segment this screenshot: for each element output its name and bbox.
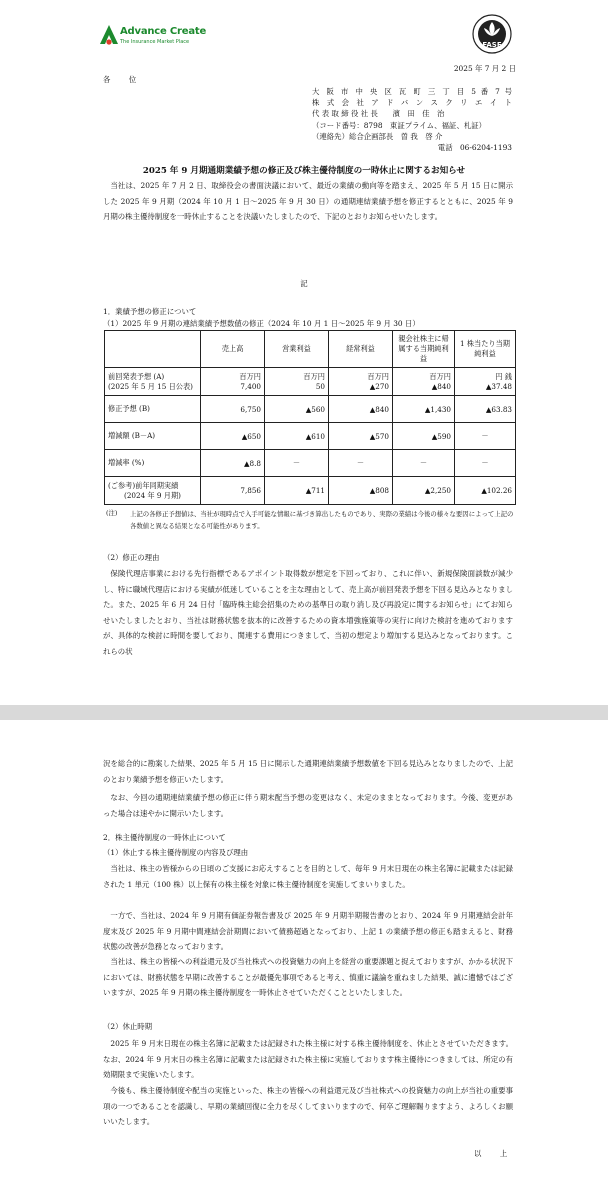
cell-value: － bbox=[455, 450, 516, 477]
table-header-blank bbox=[105, 331, 201, 368]
row-label bbox=[105, 368, 201, 396]
reason-paragraph-2: なお、今回の通期連結業績予想の修正に伴う期末配当予想の変更はなく、未定のままとなっております。今後、変更があった場合は速やかに開示いたします。 bbox=[103, 793, 513, 818]
table-row bbox=[105, 423, 516, 450]
cell-value: ▲590 bbox=[393, 423, 455, 450]
section1-sub1: （1）2025 年 9 月期の連結業績予想数値の修正（2024 年 10 月 1 日～2025 年 9 月 30 日） bbox=[103, 319, 420, 328]
logo-name: Advance Create bbox=[120, 26, 207, 37]
fasf-label: FASF bbox=[482, 41, 502, 49]
unit-label: 円 銭 bbox=[495, 371, 512, 381]
cell-value: ▲560 bbox=[265, 396, 329, 423]
cell-net bbox=[393, 368, 455, 396]
document-date: 2025 年 7 月 2 日 bbox=[453, 64, 516, 73]
row-label: 増減率 (%) bbox=[105, 450, 201, 477]
row-label-line1: (ご参考)前年同期実績 bbox=[108, 480, 179, 490]
sender-address: 大 阪 市 中 央 区 瓦 町 三 丁 目 5 番 7 号 bbox=[312, 87, 512, 96]
cell-value: 6,750 bbox=[201, 396, 265, 423]
cell-value: ▲102.26 bbox=[455, 477, 516, 505]
row-label-line2: (2025 年 5 月 15 日公表) bbox=[108, 381, 193, 391]
section2-sub1: （1）休止する株主優待制度の内容及び理由 bbox=[103, 848, 249, 857]
section1-heading: 1．業績予想の修正について bbox=[103, 307, 197, 316]
note-text: 上記の各修正予想値は、当社が現時点で入手可能な情報に基づき算出したものであり、実際の業績は今後の様々な要因によって上記の各数値と異なる結果となる可能性があります。 bbox=[130, 510, 514, 530]
unit-label: 百万円 bbox=[429, 371, 451, 381]
cell-operating bbox=[265, 368, 329, 396]
table-row bbox=[105, 477, 516, 505]
sender-block bbox=[312, 86, 512, 153]
sender-company: 株 式 会 社 ア ド バ ン ス ク リ エ イ ト bbox=[312, 98, 512, 108]
section2-sub2: （2）休止時期 bbox=[103, 1022, 153, 1031]
cell-value: ▲711 bbox=[265, 477, 329, 505]
row-label-line1: 前回発表予想 (A) bbox=[108, 371, 165, 381]
cell-value: ▲610 bbox=[265, 423, 329, 450]
document-title: 2025 年 9 月期通期業績予想の修正及び株主優待制度の一時休止に関するお知らせ bbox=[142, 166, 466, 176]
table-header-operating: 営業利益 bbox=[265, 331, 329, 368]
table-header-eps: 1 株当たり当期純利益 bbox=[455, 331, 516, 368]
cell-value: ▲650 bbox=[201, 423, 265, 450]
cell-value: ▲63.83 bbox=[455, 396, 516, 423]
cell-value: － bbox=[393, 450, 455, 477]
cell-value: 50 bbox=[315, 381, 325, 391]
sender-contact: （連絡先）総合企画部長 曽 我 啓 介 bbox=[312, 131, 443, 141]
cell-value: 7,856 bbox=[201, 477, 265, 505]
section2-paragraph-3: 当社は、株主の皆様への利益還元及び当社株式への投資魅力の向上を経営の重要課題と捉えておりますが、かかる状況下においては、財務状態を早期に改善することが最優先事項であると考え、慎重に議論を重ねました結果、誠に遺憾ではございますが、2025 年 9 月期の株主優待制度を一時休止させていただくことといたしました。 bbox=[103, 957, 513, 997]
row-label: 修正予想 (B) bbox=[105, 396, 201, 423]
row-label: 増減額 (B－A) bbox=[105, 423, 201, 450]
fasf-seal bbox=[472, 14, 512, 54]
logo-tagline: The Insurance Market Place bbox=[120, 39, 190, 45]
row-label-line2: (2024 年 9 月期) bbox=[124, 490, 181, 500]
cell-value: － bbox=[455, 423, 516, 450]
section2-paragraph-5: 今後も、株主優待制度や配当の実施といった、株主の皆様への利益還元及び当社株式への投資魅力の向上が当社の重要事項の一つであることを認識し、早期の業績回復に全力を尽くしてまいりますので、何卒ご理解賜りますよう、よろしくお願いいたします。 bbox=[103, 1086, 513, 1126]
table-row bbox=[105, 368, 516, 396]
table-header-sales: 売上高 bbox=[201, 331, 265, 368]
cell-value: 7,400 bbox=[240, 381, 261, 391]
sender-representative: 代 表 取 締 役 社 長 濱 田 佳 治 bbox=[312, 109, 445, 119]
intro-paragraph: 当社は、2025 年 7 月 2 日、取締役会の書面決議において、最近の業績の動向等を踏まえ、2025 年 5 月 15 日に開示した 2025 年 9 月期（2024 年 10 月 1 日～2025 年 9 月 30 日）の通期連結業績予想を修正するとともに、2025 年 9 月期の株主優待制度を一時休止することを決議いたしましたので、下記のとおりお知らせいたします。 bbox=[103, 181, 513, 221]
section2-paragraph-1: 当社は、株主の皆様からの日頃のご支援にお応えすることを目的として、毎年 9 月末日現在の株主名簿に記載または記録された 1 単元（100 株）以上保有の株主様を対象に株主優待制度を実施してまいりました。 bbox=[103, 864, 513, 889]
addressee: 各 位 bbox=[103, 75, 145, 84]
sender-tel: 電話 06-6204-1193 bbox=[437, 143, 512, 153]
row-label bbox=[105, 477, 201, 505]
cell-value: ▲1,430 bbox=[393, 396, 455, 423]
cell-value: ▲570 bbox=[329, 423, 393, 450]
cell-value: ▲270 bbox=[369, 381, 389, 391]
cell-value: ▲37.48 bbox=[485, 381, 512, 391]
section2-heading: 2．株主優待制度の一時休止について bbox=[103, 833, 226, 842]
sender-code: （コード番号：8798 東証プライム、福証、札証） bbox=[312, 120, 487, 130]
table-row bbox=[105, 396, 516, 423]
cell-value: ▲840 bbox=[329, 396, 393, 423]
closing-ijo: 以 上 bbox=[474, 1149, 516, 1158]
table-row bbox=[105, 450, 516, 477]
cell-value: ▲840 bbox=[431, 381, 451, 391]
table-header-ordinary: 経常利益 bbox=[329, 331, 393, 368]
cell-value: ▲8.8 bbox=[201, 450, 265, 477]
cell-eps bbox=[455, 368, 516, 396]
company-logo bbox=[98, 22, 207, 50]
document-page-2 bbox=[0, 720, 608, 1200]
advance-create-logo-icon bbox=[98, 22, 120, 48]
unit-label: 百万円 bbox=[303, 371, 325, 381]
unit-label: 百万円 bbox=[367, 371, 389, 381]
note-mark: (注) bbox=[106, 509, 118, 517]
reason-paragraph-1-cont: 況を総合的に勘案した結果、2025 年 5 月 15 日に開示した通期連結業績予想数値を下回る見込みとなりましたので、上記のとおり業績予想を修正いたします。 bbox=[103, 759, 513, 784]
section2-paragraph-4: 2025 年 9 月末日現在の株主名簿に記載または記録された株主様に対する株主優待制度を、休止とさせていただきます。なお、2024 年 9 月末日の株主名簿に記載または記録された株主様に実施しております株主優待につきましては、所定の有効期限まで実施いたします。 bbox=[103, 1039, 513, 1079]
cell-sales bbox=[201, 368, 265, 396]
cell-value: － bbox=[329, 450, 393, 477]
table-header-row bbox=[105, 331, 516, 368]
section2-paragraph-2: 一方で、当社は、2024 年 9 月期有価証券報告書及び 2025 年 9 月期半期報告書のとおり、2024 年 9 月期連結会計年度末及び 2025 年 9 月期中間連結会計期間において債務超過となっており、上記 1 の業績予想の修正も踏まえると、財務状態の改善が急務となっております。 bbox=[103, 911, 513, 951]
cell-value: － bbox=[265, 450, 329, 477]
unit-label: 百万円 bbox=[239, 371, 261, 381]
cell-ordinary bbox=[329, 368, 393, 396]
cell-value: ▲2,250 bbox=[393, 477, 455, 505]
cell-value: ▲808 bbox=[329, 477, 393, 505]
reason-heading: （2）修正の理由 bbox=[103, 553, 160, 562]
ki-mark: 記 bbox=[300, 279, 308, 288]
reason-paragraph-1: 保険代理店事業における先行指標であるアポイント取得数が想定を下回っており、これに伴い、新規保険面談数が減少し、特に職域代理店における実績が低迷していることを主な理由として、売上高が前回発表予想を下回る見込みとなりました。また、2025 年 6 月 24 日付「臨時株主総会招集のための基準日の取り消し及び再設定に関するお知らせ」にてお知らせいたしましたとおり、当社は財務状態を抜本的に改善するための資本増強施策等の実行に向けた検討を進めておりますが、具体的な検討に時間を要しており、関連する費用につきまして、当初の想定より増加する見込みとなっております。これらの状 bbox=[103, 569, 513, 656]
table-header-net: 親会社株主に帰属する当期純利益 bbox=[393, 331, 455, 368]
forecast-table bbox=[104, 330, 516, 505]
